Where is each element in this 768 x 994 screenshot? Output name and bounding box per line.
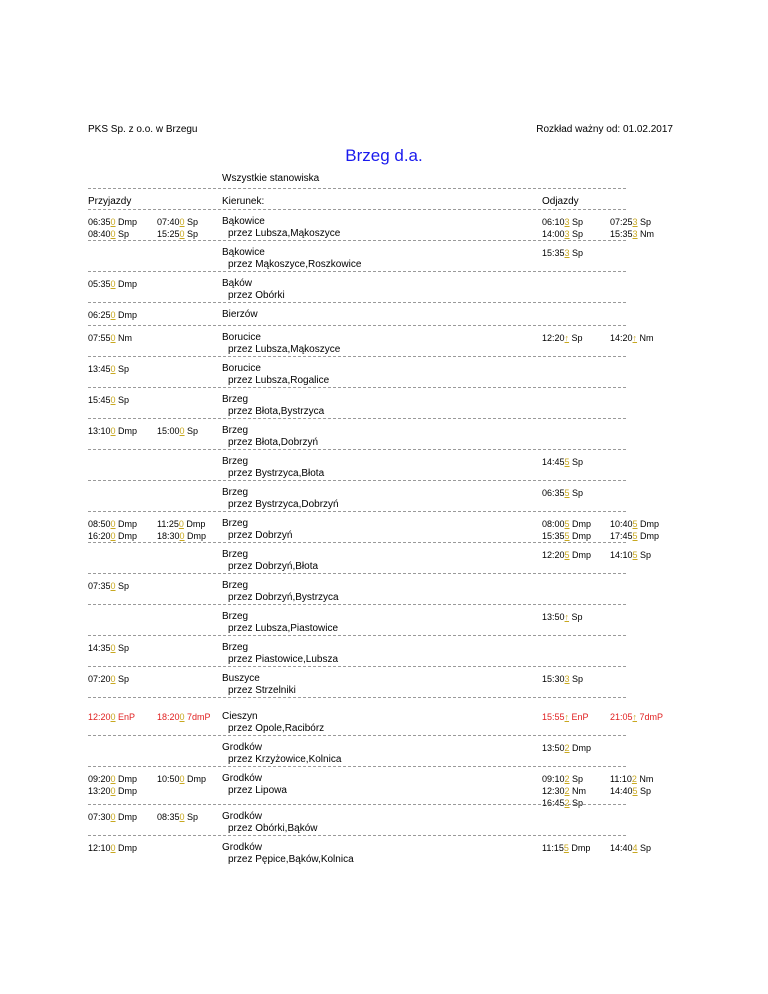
departure-time: 13:100 Dmp: [88, 426, 138, 436]
destination-name: Brzeg: [222, 611, 249, 622]
direction-cell: [222, 580, 339, 604]
departure-cell: [542, 673, 583, 685]
row-divider: [88, 418, 626, 419]
divider: [88, 209, 626, 210]
departure-time: 15:303 Sp: [542, 674, 584, 684]
arrival-cell: [88, 278, 137, 290]
arrival-cell: [88, 811, 137, 823]
route-via: przez Pępice,Bąków,Kolnica: [228, 854, 354, 865]
direction-cell: [222, 278, 285, 302]
arrival-cell: [88, 425, 137, 437]
departure-cell: [542, 611, 583, 623]
route-via: przez Dobrzyń: [228, 530, 293, 541]
direction-cell: [222, 363, 329, 387]
route-via: przez Mąkoszyce,Roszkowice: [228, 259, 362, 270]
departure-time: 15:55↑ EnP: [542, 712, 589, 722]
destination-name: Grodków: [222, 742, 263, 753]
direction-cell: [222, 518, 292, 542]
departure-time: 15:355 Dmp: [542, 531, 592, 541]
direction-cell: [222, 711, 324, 735]
arrival-cell: [88, 363, 129, 375]
departure-time: 07:253 Sp: [610, 217, 652, 227]
direction-cell: [222, 811, 317, 835]
row-divider: [88, 271, 626, 272]
row-divider: [88, 511, 626, 512]
departure-time: 12:200 EnP: [88, 712, 136, 722]
departure-cell: [542, 518, 591, 542]
row-divider: [88, 604, 626, 605]
destination-name: Brzeg: [222, 487, 249, 498]
arrival-cell: [88, 711, 135, 723]
row-divider: [88, 766, 626, 767]
arrival-cell: [88, 642, 129, 654]
departure-time: 07:300 Dmp: [88, 812, 138, 822]
destination-name: Cieszyn: [222, 711, 258, 722]
departure-time: 14:404 Sp: [610, 843, 652, 853]
departure-cell: [542, 742, 591, 754]
destination-name: Grodków: [222, 773, 263, 784]
arrival-cell: [157, 216, 198, 240]
arrival-cell: [157, 773, 206, 785]
departure-time: 12:302 Nm: [542, 786, 587, 796]
arrival-cell: [88, 842, 137, 854]
departure-time: 11:250 Dmp: [157, 519, 206, 529]
departure-cell: [542, 456, 583, 468]
departure-time: 06:103 Sp: [542, 217, 584, 227]
departure-cell: [542, 842, 590, 854]
direction-cell: [222, 216, 340, 240]
departure-cell: [610, 773, 653, 797]
departure-cell: [610, 216, 654, 240]
row-divider: [88, 635, 626, 636]
departure-time: 10:500 Dmp: [157, 774, 207, 784]
departure-time: 13:502 Dmp: [542, 743, 592, 753]
departure-time: 21:05↑ 7dmP: [610, 712, 664, 722]
departure-cell: [610, 332, 654, 344]
route-via: przez Lubsza,Rogalice: [228, 375, 330, 386]
route-via: przez Błota,Bystrzyca: [228, 406, 325, 417]
departure-time: 15:000 Sp: [157, 426, 199, 436]
row-divider: [88, 325, 626, 326]
station-label: Wszystkie stanowiska: [222, 173, 320, 184]
row-divider: [88, 666, 626, 667]
arrival-cell: [157, 811, 198, 823]
direction-cell: [222, 673, 296, 697]
departure-cell: [542, 332, 583, 344]
route-via: przez Krzyżowice,Kolnica: [228, 754, 342, 765]
destination-name: Bąków: [222, 278, 253, 289]
direction-cell: [222, 742, 341, 766]
direction-cell: [222, 456, 324, 480]
departure-cell: [610, 518, 659, 542]
destination-name: Buszyce: [222, 673, 260, 684]
row-divider: [88, 542, 626, 543]
route-via: przez Piastowice,Lubsza: [228, 654, 339, 665]
destination-name: Borucice: [222, 332, 261, 343]
departure-cell: [610, 711, 663, 723]
row-divider: [88, 835, 626, 836]
arrival-cell: [88, 673, 129, 685]
route-via: przez Lipowa: [228, 785, 287, 796]
row-divider: [88, 449, 626, 450]
row-divider: [88, 697, 626, 698]
departure-time: 08:400 Sp: [88, 229, 130, 239]
departure-time: 13:50↑ Sp: [542, 612, 583, 622]
departure-time: 11:155 Dmp: [542, 843, 591, 853]
route-via: przez Błota,Dobrzyń: [228, 437, 319, 448]
departure-time: 14:20↑ Nm: [610, 333, 654, 343]
route-via: przez Opole,Racibórz: [228, 723, 325, 734]
departure-time: 11:102 Nm: [610, 774, 654, 784]
departure-cell: [542, 711, 589, 723]
departure-time: 10:405 Dmp: [610, 519, 660, 529]
direction-cell: [222, 773, 287, 797]
departure-cell: [610, 549, 651, 561]
direction-cell: [222, 487, 339, 511]
arrival-cell: [88, 309, 137, 321]
departure-cell: [542, 216, 583, 240]
route-via: przez Lubsza,Mąkoszyce: [228, 228, 341, 239]
direction-header: Kierunek:: [222, 196, 265, 207]
arrival-cell: [157, 518, 206, 542]
valid-from: Rozkład ważny od: 01.02.2017: [536, 124, 673, 135]
destination-name: Brzeg: [222, 518, 249, 529]
route-via: przez Bystrzyca,Błota: [228, 468, 325, 479]
destination-name: Bąkowice: [222, 247, 265, 258]
row-divider: [88, 735, 626, 736]
arrivals-header: Przyjazdy: [88, 196, 132, 207]
destination-name: Grodków: [222, 842, 263, 853]
direction-cell: [222, 394, 324, 418]
route-via: przez Dobrzyń,Bystrzyca: [228, 592, 339, 603]
departure-time: 06:355 Sp: [542, 488, 584, 498]
arrival-cell: [88, 580, 129, 592]
row-divider: [88, 302, 626, 303]
direction-cell: [222, 425, 318, 449]
departure-time: 12:205 Dmp: [542, 550, 592, 560]
route-via: przez Strzelniki: [228, 685, 296, 696]
departure-time: 14:003 Sp: [542, 229, 584, 239]
destination-name: Brzeg: [222, 425, 249, 436]
departure-time: 15:450 Sp: [88, 395, 130, 405]
departure-time: 14:455 Sp: [542, 457, 584, 467]
departure-time: 15:353 Nm: [610, 229, 655, 239]
departure-time: 06:250 Dmp: [88, 310, 138, 320]
route-via: przez Bystrzyca,Dobrzyń: [228, 499, 339, 510]
direction-cell: [222, 842, 354, 866]
departure-time: 16:200 Dmp: [88, 531, 138, 541]
departure-time: 08:350 Sp: [157, 812, 199, 822]
direction-cell: [222, 247, 361, 271]
destination-name: Brzeg: [222, 394, 249, 405]
departure-time: 07:400 Sp: [157, 217, 199, 227]
destination-name: Borucice: [222, 363, 261, 374]
departure-time: 16:452 Sp: [542, 798, 584, 808]
departure-time: 09:200 Dmp: [88, 774, 138, 784]
departure-cell: [610, 842, 651, 854]
departure-time: 08:500 Dmp: [88, 519, 138, 529]
direction-cell: [222, 332, 340, 356]
row-divider: [88, 480, 626, 481]
page-title: Brzeg d.a.: [345, 146, 423, 165]
divider: [88, 188, 626, 189]
destination-name: Bierzów: [222, 309, 258, 320]
route-via: przez Lubsza,Piastowice: [228, 623, 339, 634]
arrival-cell: [157, 425, 198, 437]
direction-cell: [222, 549, 318, 573]
departure-time: 09:102 Sp: [542, 774, 584, 784]
direction-cell: [222, 642, 338, 666]
departure-cell: [542, 549, 591, 561]
arrival-cell: [88, 394, 129, 406]
arrival-cell: [88, 773, 137, 797]
arrival-cell: [88, 216, 137, 240]
departure-time: 12:100 Dmp: [88, 843, 138, 853]
route-via: przez Dobrzyń,Błota: [228, 561, 319, 572]
row-divider: [88, 573, 626, 574]
departure-time: 08:005 Dmp: [542, 519, 592, 529]
route-via: przez Obórki,Bąków: [228, 823, 318, 834]
direction-cell: [222, 611, 338, 635]
departure-cell: [542, 487, 583, 499]
departure-time: 15:250 Sp: [157, 229, 199, 239]
departure-time: 17:455 Dmp: [610, 531, 660, 541]
departure-time: 07:200 Sp: [88, 674, 130, 684]
departure-time: 06:350 Dmp: [88, 217, 138, 227]
departure-cell: [542, 247, 583, 259]
destination-name: Brzeg: [222, 642, 249, 653]
departures-header: Odjazdy: [542, 196, 579, 207]
destination-name: Grodków: [222, 811, 263, 822]
destination-name: Brzeg: [222, 456, 249, 467]
arrival-cell: [157, 711, 211, 723]
departure-time: 13:200 Dmp: [88, 786, 138, 796]
departure-time: 07:350 Sp: [88, 581, 130, 591]
departure-time: 15:353 Sp: [542, 248, 584, 258]
departure-time: 18:200 7dmP: [157, 712, 211, 722]
arrival-cell: [88, 518, 137, 542]
departure-time: 14:405 Sp: [610, 786, 652, 796]
company-name: PKS Sp. z o.o. w Brzegu: [88, 124, 198, 135]
route-via: przez Lubsza,Mąkoszyce: [228, 344, 341, 355]
departure-time: 13:450 Sp: [88, 364, 130, 374]
row-divider: [88, 356, 626, 357]
destination-name: Brzeg: [222, 580, 249, 591]
row-divider: [88, 240, 626, 241]
row-divider: [88, 804, 626, 805]
departure-time: 14:350 Sp: [88, 643, 130, 653]
departure-time: 07:550 Nm: [88, 333, 133, 343]
departure-time: 14:105 Sp: [610, 550, 652, 560]
arrival-cell: [88, 332, 132, 344]
departure-time: 05:350 Dmp: [88, 279, 138, 289]
destination-name: Brzeg: [222, 549, 249, 560]
direction-cell: [222, 309, 258, 321]
row-divider: [88, 387, 626, 388]
destination-name: Bąkowice: [222, 216, 265, 227]
departure-time: 18:300 Dmp: [157, 531, 207, 541]
departure-time: 12:20↑ Sp: [542, 333, 583, 343]
route-via: przez Obórki: [228, 290, 285, 301]
